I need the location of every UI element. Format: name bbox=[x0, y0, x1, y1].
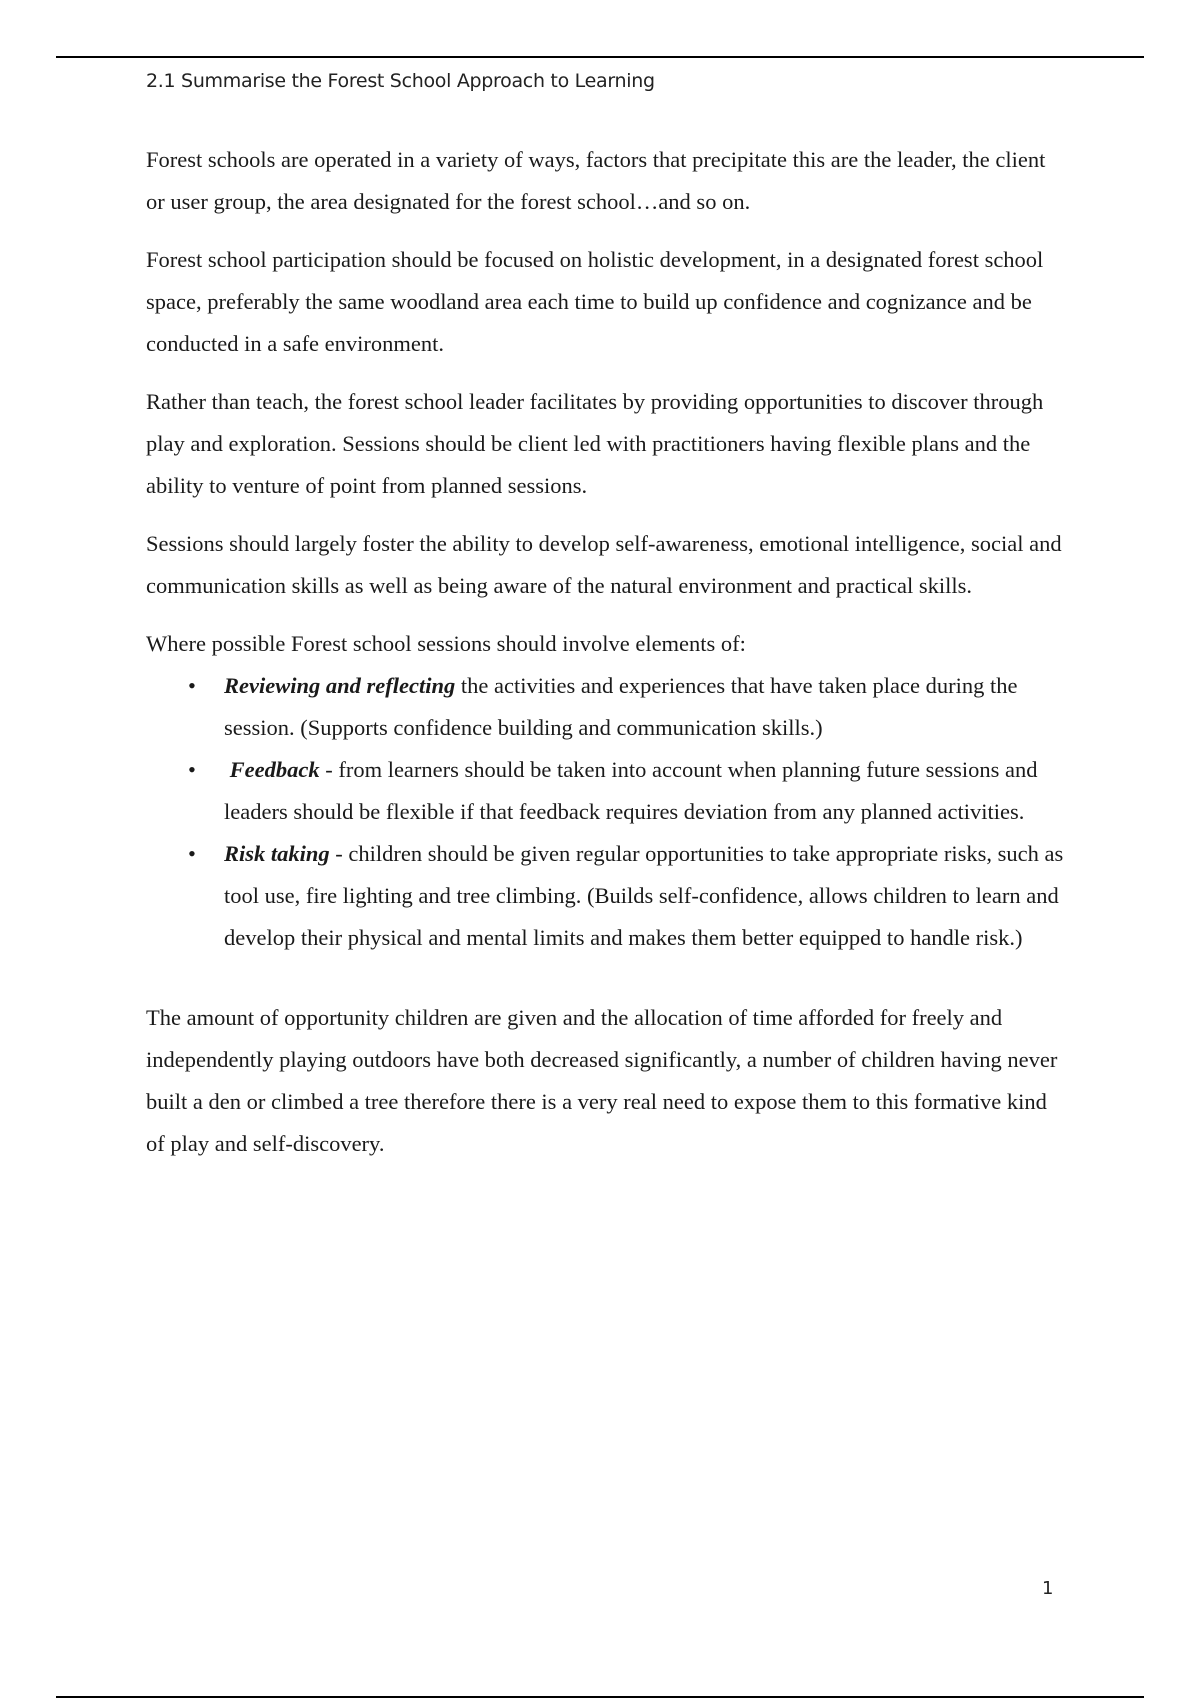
bullet-icon: • bbox=[188, 841, 196, 866]
list-item-risk-taking bbox=[146, 833, 1066, 959]
list-item-feedback bbox=[146, 749, 1066, 833]
list-item-term: Risk taking bbox=[224, 841, 330, 866]
paragraph-intro: Forest schools are operated in a variety of ways, factors that precipitate this are the leader, the client or user group, the area designated for the forest school…and so on. bbox=[146, 147, 1046, 214]
document-body bbox=[146, 139, 1066, 1181]
list-item-reviewing bbox=[146, 665, 1066, 749]
list-item-text: the activities and experiences that have taken place during the session. (Supports confidence building and communication skills.) bbox=[224, 673, 1018, 740]
paragraph-session-goals: Sessions should largely foster the ability to develop self-awareness, emotional intelligence, social and communication skills as well as being aware of the natural environment and practical skills. bbox=[146, 531, 1062, 598]
page-header-title: 2.1 Summarise the Forest School Approach to Learning bbox=[146, 70, 655, 92]
bullet-icon: • bbox=[188, 757, 196, 782]
list-item-term: Reviewing and reflecting bbox=[224, 673, 456, 698]
paragraph-closing: The amount of opportunity children are given and the allocation of time afforded for freely and independently playing outdoors have both decreased significantly, a number of children having never built a den or climbed a tree therefore there is a very real need to expose them to this formative kind of play and self-discovery. bbox=[146, 1005, 1058, 1156]
list-item-term: Feedback bbox=[229, 757, 320, 782]
paragraph-list-intro: Where possible Forest school sessions should involve elements of: bbox=[146, 631, 746, 656]
list-item-text: - from learners should be taken into account when planning future sessions and leaders should be flexible if that feedback requires deviation from any planned activities. bbox=[224, 757, 1038, 824]
page-number: 1 bbox=[1042, 1578, 1054, 1599]
list-item-text: - children should be given regular opportunities to take appropriate risks, such as tool use, fire lighting and tree climbing. (Builds self-confidence, allows children to learn and develop their physical and mental limits and makes them better equipped to handle risk.) bbox=[224, 841, 1064, 950]
footer-rule bbox=[56, 1696, 1144, 1698]
paragraph-leader-role: Rather than teach, the forest school leader facilitates by providing opportunities to discover through play and exploration. Sessions should be client led with practitioners having flexible plans and the ability to venture of point from planned sessions. bbox=[146, 389, 1044, 498]
elements-list bbox=[146, 665, 1066, 959]
header-rule bbox=[56, 56, 1144, 58]
bullet-icon: • bbox=[188, 673, 196, 698]
paragraph-participation: Forest school participation should be focused on holistic development, in a designated forest school space, preferably the same woodland area each time to build up confidence and cognizance and be conducted in a safe environment. bbox=[146, 247, 1044, 356]
